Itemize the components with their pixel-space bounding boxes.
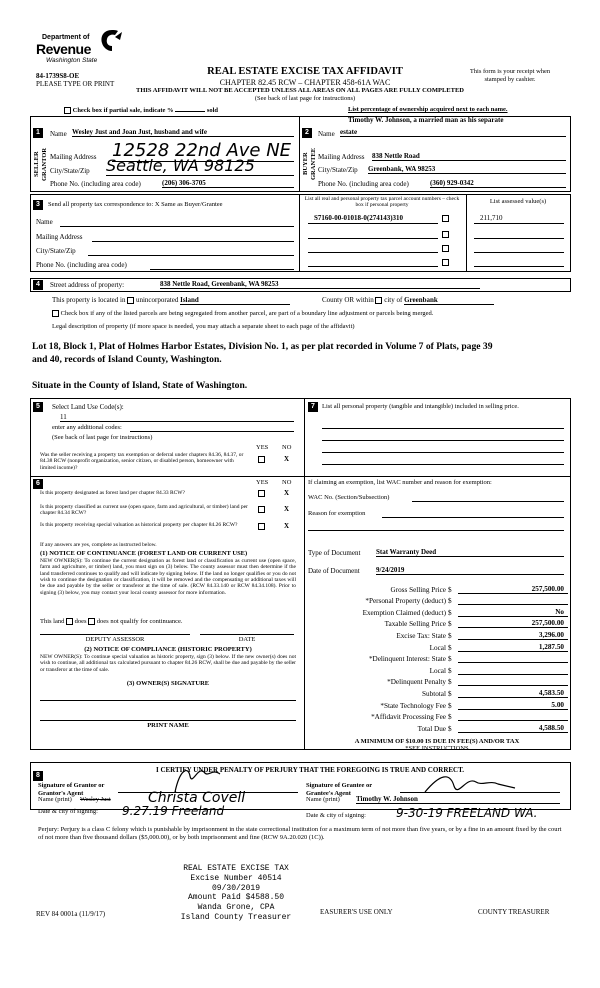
grantee-signature-label: Signature of Grantee or Grantee's Agent — [306, 782, 373, 797]
tax-row — [306, 721, 568, 733]
grantee-signature-mark — [420, 770, 520, 798]
tax-row-currency: $ — [448, 701, 452, 710]
tax-row-label: Local — [429, 643, 446, 652]
section-1-number: 1 — [33, 128, 43, 138]
land-use-code: 11 — [60, 413, 294, 422]
parcel-3-personal-checkbox[interactable] — [442, 245, 449, 252]
tax-row-value — [458, 596, 568, 605]
grantor-signature-label: Signature of Grantor or Grantor's Agent — [38, 782, 105, 797]
segregated-checkbox[interactable] — [52, 310, 59, 317]
segregated-row: Check box if any of the listed parcels are being segregated from another parcel, are part of a boundary line adjustment or parcels being merged. — [52, 310, 433, 318]
dor-logo — [36, 28, 126, 68]
buyer-name-label: Name — [318, 130, 335, 138]
this-land-row: This land does does not qualify for continuance. — [40, 618, 183, 625]
tax-row — [306, 686, 568, 698]
street-address: 838 Nettle Road, Greenbank, WA 98253 — [160, 280, 480, 289]
chapter-line: CHAPTER 82.45 RCW – CHAPTER 458-61A WAC — [219, 78, 391, 87]
tax-row-currency: $ — [448, 631, 452, 640]
buyer-mailing: 838 Nettle Road — [372, 152, 566, 161]
assessed-header: List assessed value(s) — [489, 198, 547, 205]
assessed-value: 211,710 — [480, 214, 503, 222]
warning-line: THIS AFFIDAVIT WILL NOT BE ACCEPTED UNLESS ALL AREAS ON ALL PAGES ARE FULLY COMPLETED — [136, 87, 464, 94]
tax-row-label: Local — [429, 666, 446, 675]
sec5-see-back: (See back of last page for instructions) — [52, 434, 153, 441]
tax-row-currency: $ — [448, 608, 452, 617]
doc-type: Stat Warranty Deed — [376, 548, 564, 557]
section-3-number: 3 — [33, 200, 43, 210]
exemption-label: If claiming an exemption, list WAC number and reason for exemption: — [308, 479, 492, 486]
notice-2-title: (2) NOTICE OF COMPLIANCE (HISTORIC PROPERTY) — [84, 646, 252, 653]
tax-row — [306, 698, 568, 710]
grantee-date-city: 9-30-19 FREELAND WA. — [396, 806, 538, 820]
seller-name-label: Name — [50, 130, 67, 138]
grantor-date-city: 9.27.19 Freeland — [122, 804, 225, 818]
stamp-line-5: Wanda Grone, CPA — [197, 903, 275, 912]
tax-row-label: Total Due — [417, 724, 446, 733]
see-back-line: (See back of last page for instructions) — [254, 95, 356, 102]
city-row: County OR within city of Greenbank — [322, 296, 494, 305]
tax-row — [306, 617, 568, 629]
grantee-name-print: Timothy W. Johnson — [356, 795, 560, 804]
tax-row — [306, 710, 568, 722]
tax-row-currency: $ — [448, 620, 452, 629]
tax-row-label: *Delinquent Interest: State — [368, 655, 446, 664]
buyer-city: Greenbank, WA 98253 — [368, 165, 566, 174]
seller-city: Seattle, WA 98125 — [106, 156, 294, 176]
certify-line: I CERTIFY UNDER PENALTY OF PERJURY THAT THE FOREGOING IS TRUE AND CORRECT. — [155, 766, 464, 774]
doc-date-label: Date of Document — [308, 567, 360, 575]
tax-row-label: *Personal Property (deduct) — [365, 597, 446, 606]
receipt-note: This form is your receipt when stamped by cashier. — [469, 68, 551, 83]
land-use-label: Select Land Use Code(s): — [52, 403, 124, 411]
stamp-line-6: Island County Treasurer — [180, 912, 292, 922]
sec6-no-header: NO — [282, 479, 292, 486]
tax-row-currency: $ — [448, 689, 452, 698]
notice-1-text: NEW OWNER(S): To continue the current designation as forest land or classification as current use (open space, farm and agriculture, or timber) land, you must sign on (3) below. The county assessor must then determine if the land transferred continues to qualify and will indicate by signing below. If the land no longer qualifies or you do not wish to continue the designation or classification, it will be removed and the compensating or additional taxes will be due and payable by the seller or transferor at the time of sale. (RCW 84.33.140 or RCW 84.34.108). Prior to signing (3) below, you may contact your local county assessor for more information. — [40, 558, 296, 596]
personal-property-label: List all personal property (tangible and intangible) included in selling price. — [322, 403, 519, 410]
grantor-agent-signature: Christa Covell — [148, 790, 246, 806]
tax-row — [306, 675, 568, 687]
sec6-q2-yes-checkbox[interactable] — [258, 506, 265, 513]
grantor-name-print-label: Name (print) — [38, 796, 72, 803]
tax-row-label: *Delinquent Penalty — [387, 678, 446, 687]
city-of-checkbox[interactable] — [375, 297, 382, 304]
sec3-name-label: Name — [36, 218, 53, 226]
sec6-q1-no-mark: X — [284, 489, 290, 497]
legal-line-2: and 40, records of Island County, Washington. — [32, 354, 222, 365]
section-2-number: 2 — [302, 128, 312, 138]
perjury-notice: Perjury: Perjury is a class C felony which is punishable by imprisonment in the state correctional institution for a maximum term of not more than five years, or by a fine in an amount fixed by the court of not more than five thousand dollars ($5,000.00), or by both imprisonment and fine (RCW 9A.20.020 (1C)). — [38, 826, 562, 842]
partial-sale-row: Check box if partial sale, indicate % sold — [64, 107, 218, 115]
land-does-not-checkbox[interactable] — [88, 618, 95, 625]
sec6-q3: Is this property receiving special valuation as historical property per chapter 84.26 RCW? — [40, 522, 238, 528]
tax-calc-table — [306, 582, 568, 733]
grantor-name-print: Wesley Just — [80, 796, 111, 803]
deputy-assessor-label: DEPUTY ASSESSOR — [85, 636, 145, 643]
revenue-word: Revenue — [36, 41, 91, 57]
tax-row — [306, 605, 568, 617]
tax-row — [306, 652, 568, 664]
sec6-q3-no-mark: X — [284, 522, 290, 530]
county-name: Island — [180, 296, 290, 305]
sec5-exemption-question: Was the seller receiving a property tax exemption or deferral under chapters 84.36, 84.37, or 84.38 RCW (nonprofit organization, senior citizen, or disabled person, homeowner with limited income)? — [40, 452, 244, 471]
legal-label: Legal description of property (if more space is needed, you may attach a separate sheet to each page of the affidavit) — [52, 323, 355, 330]
sec6-q1-yes-checkbox[interactable] — [258, 490, 265, 497]
type-or-print: PLEASE TYPE OR PRINT — [36, 80, 115, 88]
reason-label: Reason for exemption — [308, 510, 366, 517]
tax-row-currency: $ — [448, 585, 452, 594]
section-6-number: 6 — [33, 479, 43, 489]
deputy-date-label: DATE — [238, 636, 256, 643]
tax-row-label: Exemption Claimed (deduct) — [362, 608, 446, 617]
tax-row-label: Subtotal — [422, 689, 446, 698]
section-4-number: 4 — [33, 280, 43, 290]
legal-line-3: Situate in the County of Island, State of Washington. — [32, 380, 248, 391]
form-number: 84-1739S8-OE — [36, 72, 80, 80]
minimum-due: A MINIMUM OF $10.00 IS DUE IN FEE(S) AND/OR TAX — [354, 738, 520, 745]
grantee-name-print-label: Name (print) — [306, 796, 340, 803]
treasurer-stamp — [156, 864, 316, 923]
stamp-line-1: REAL ESTATE EXCISE TAX — [183, 864, 289, 873]
tax-row-currency: $ — [448, 678, 452, 687]
tax-row-currency: $ — [448, 724, 452, 733]
grantor-signature-mark — [170, 764, 230, 794]
parcel-number: S7160-00-01018-0(274143)310 — [314, 214, 404, 222]
seller-phone-label: Phone No. (including area code) — [50, 180, 141, 188]
treasurers-use-only: EASURER'S USE ONLY — [320, 908, 393, 916]
ownership-note: List percentage of ownership acquired next to each name. — [348, 106, 508, 113]
tax-row-label: Excise Tax: State — [396, 631, 446, 640]
tax-row-value: 5.00 — [458, 701, 568, 710]
rev-form-number: REV 84 0001a (11/9/17) — [36, 910, 106, 918]
tax-row-value — [458, 677, 568, 686]
sec6-q3-yes-checkbox[interactable] — [258, 523, 265, 530]
tax-row-currency: $ — [448, 597, 452, 606]
tax-row-currency: $ — [448, 666, 452, 675]
sec3-phone-label: Phone No. (including area code) — [36, 261, 127, 269]
tax-row-currency: $ — [448, 655, 452, 664]
tax-row-value — [458, 654, 568, 663]
tax-row-value: 3,296.00 — [458, 631, 568, 640]
seller-mailing: 12528 22nd Ave NE — [112, 140, 294, 162]
tax-row-label: Gross Selling Price — [390, 585, 446, 594]
seller-mailing-label: Mailing Address — [50, 153, 97, 161]
grantor-date-city-label: Date & city of signing: — [38, 808, 98, 815]
partial-sale-checkbox[interactable] — [64, 107, 71, 114]
stamp-line-3: 09/30/2019 — [211, 883, 260, 893]
unincorporated-checkbox[interactable] — [127, 297, 134, 304]
sec6-q2: Is this property classified as current use (open space, farm and agricultural, or timber) land per chapter 84.34 RCW? — [40, 504, 248, 517]
additional-codes: enter any additional codes: — [52, 424, 122, 431]
buyer-phone-label: Phone No. (including area code) — [318, 180, 409, 188]
tax-row-value: 1,287.50 — [458, 643, 568, 652]
tax-row — [306, 594, 568, 606]
tax-row — [306, 628, 568, 640]
sec6-q1: Is this property designated as forest land per chapter 84.33 RCW? — [40, 490, 185, 496]
sec6-yes-header: YES — [256, 479, 269, 486]
section-8-number: 8 — [33, 771, 43, 781]
stamp-line-2: Excise Number 40514 — [190, 873, 282, 883]
located-row: This property is located in unincorporated Island — [52, 296, 290, 305]
see-instructions: *SEE INSTRUCTIONS — [405, 745, 469, 752]
notice-2-text: NEW OWNER(S): To continue special valuation as historic property, sign (3) below. If the new owner(s) does not wish to continue, all additional tax calculated pursuant to chapter 84.26 RCW, shall be due and payable by the seller or transferor at the time of sale. — [40, 654, 296, 673]
parcel-4-personal-checkbox[interactable] — [442, 259, 449, 266]
buyer-mailing-label: Mailing Address — [318, 153, 365, 161]
form-title: REAL ESTATE EXCISE TAX AFFIDAVIT — [207, 66, 403, 77]
section-5-number: 5 — [33, 402, 43, 412]
dept-of: Department of — [42, 34, 90, 41]
sec6-if-any: If any answers are yes, complete as instructed below. — [40, 542, 157, 548]
washington-state: Washington State — [46, 57, 98, 64]
section-7-number: 7 — [308, 402, 318, 412]
tax-row-value — [458, 712, 568, 721]
print-name-label: PRINT NAME — [147, 722, 189, 729]
seller-city-label: City/State/Zip — [50, 167, 90, 175]
buyer-grantee-label: BUYER GRANTEE — [302, 147, 317, 181]
tax-row-label: *Affidavit Processing Fee — [371, 713, 446, 722]
city-name: Greenbank — [404, 296, 494, 305]
tax-row-value: 4,588.50 — [458, 724, 568, 733]
owner-signature-label: (3) OWNER(S) SIGNATURE — [126, 680, 210, 687]
parcel-header: List all real and personal property tax parcel account numbers – check box if personal property — [304, 196, 460, 209]
street-label: Street address of property: — [50, 281, 125, 289]
sec3-mailing-label: Mailing Address — [36, 233, 83, 241]
tax-row-value: 4,583.50 — [458, 689, 568, 698]
tax-row-label: Taxable Selling Price — [384, 620, 446, 629]
buyer-name-line1: Timothy W. Johnson, a married man as his separate — [348, 116, 504, 124]
notice-1-title: (1) NOTICE OF CONTINUANCE (FOREST LAND OR CURRENT USE) — [40, 550, 248, 557]
dor-logo-icon — [98, 28, 126, 54]
wac-label: WAC No. (Section/Subsection) — [308, 494, 390, 501]
county-treasurer-label: COUNTY TREASURER — [478, 908, 550, 916]
parcel-2-personal-checkbox[interactable] — [442, 231, 449, 238]
tax-row-value — [458, 666, 568, 675]
tax-row-value: 257,500.00 — [458, 585, 568, 594]
seller-phone: (206) 306-3705 — [162, 179, 294, 188]
tax-row-label: *State Technology Fee — [380, 701, 446, 710]
tax-row-value: No — [458, 608, 568, 617]
tax-row — [306, 663, 568, 675]
doc-date: 9/24/2019 — [376, 566, 564, 575]
buyer-phone: (360) 929-0342 — [430, 179, 566, 188]
tax-row-currency: $ — [448, 713, 452, 722]
buyer-city-label: City/State/Zip — [318, 166, 358, 174]
doc-type-label: Type of Document — [308, 549, 361, 557]
sec5-no-mark: X — [284, 455, 290, 463]
parcel-1-personal-checkbox[interactable] — [442, 215, 449, 222]
sec3-city-label: City/State/Zip — [36, 247, 76, 255]
tax-row — [306, 640, 568, 652]
stamp-line-4: Amount Paid $4588.50 — [187, 893, 284, 903]
sec5-yes-checkbox[interactable] — [258, 456, 265, 463]
seller-grantor-label: SELLER GRANTOR — [33, 147, 48, 181]
buyer-name-line2: estate — [340, 128, 566, 137]
seller-name: Wesley Just and Joan Just, husband and wife — [72, 128, 294, 137]
send-correspondence: Send all property tax correspondence to: X Same as Buyer/Grantee — [48, 201, 223, 208]
tax-row-value: 257,500.00 — [458, 619, 568, 628]
tax-row — [306, 582, 568, 594]
legal-line-1: Lot 18, Block 1, Plat of Holmes Harbor Estates, Division No. 1, as per plat recorded in Volume 7 of Plats, page 39 — [32, 341, 493, 352]
sec6-q2-no-mark: X — [284, 505, 290, 513]
land-does-checkbox[interactable] — [66, 618, 73, 625]
sec5-yes-header: YES — [256, 444, 269, 451]
tax-row-currency: $ — [448, 643, 452, 652]
grantee-date-city-label: Date & city of signing: — [306, 812, 366, 819]
sec5-no-header: NO — [282, 444, 292, 451]
